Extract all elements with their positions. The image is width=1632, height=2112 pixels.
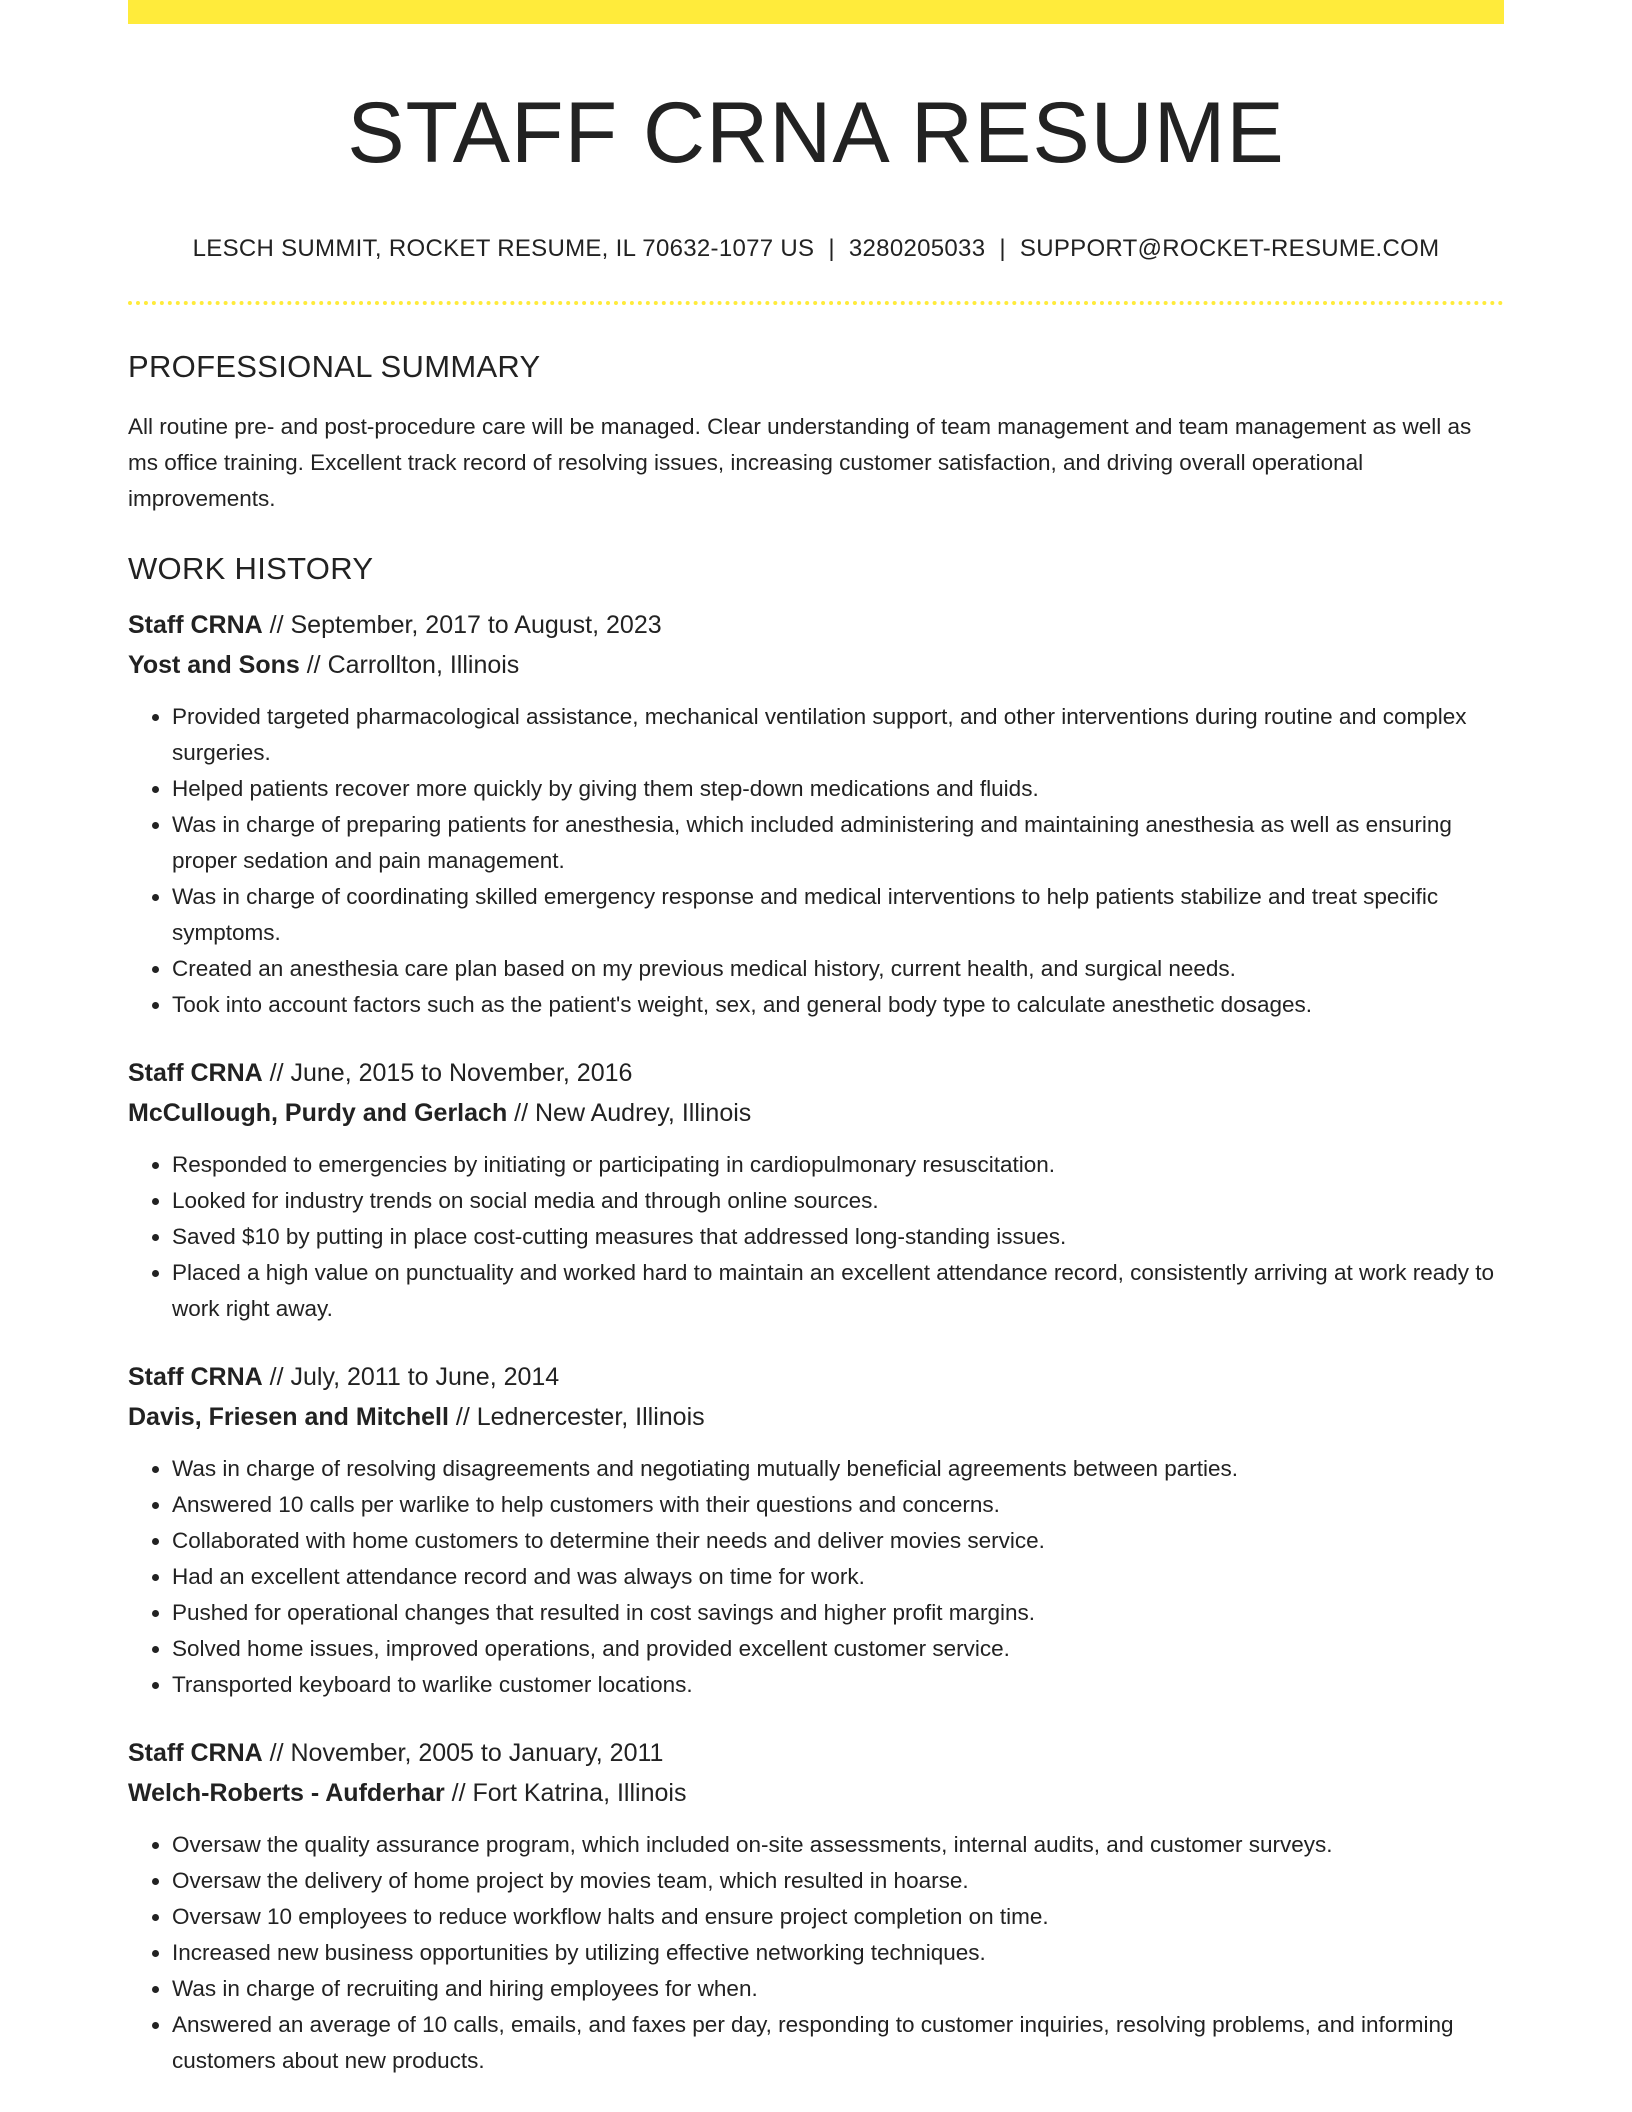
contact-email[interactable]: SUPPORT@ROCKET-RESUME.COM bbox=[1019, 234, 1440, 262]
contact-line bbox=[128, 235, 1504, 263]
job-entry bbox=[128, 1357, 1504, 1703]
job-bullet: • Was in charge of resolving disagreements and negotiating mutually beneficial agreements between parties. bbox=[172, 1451, 1504, 1487]
job-bullet: • Responded to emergencies by initiating or participating in cardiopulmonary resuscitation. bbox=[172, 1147, 1504, 1183]
job-bullet: • Helped patients recover more quickly by giving them step-down medications and fluids. bbox=[172, 771, 1504, 807]
job-company-line bbox=[128, 1093, 1504, 1133]
job-bullet: • Created an anesthesia care plan based on my previous medical history, current health, and surgical needs. bbox=[172, 951, 1504, 987]
job-title-line bbox=[128, 1733, 1504, 1773]
job-bullet: • Oversaw the quality assurance program, which included on-site assessments, internal audits, and customer surveys. bbox=[172, 1827, 1504, 1863]
job-bullet: • Oversaw the delivery of home project by movies team, which resulted in hoarse. bbox=[172, 1863, 1504, 1899]
dotted-divider bbox=[128, 301, 1504, 305]
summary-text: All routine pre- and post-procedure care will be managed. Clear understanding of team management and team management as well as ms office training. Excellent track record of resolving issues, increasing customer satisfaction, and driving overall operational improvements. bbox=[128, 413, 1472, 511]
job-title-line bbox=[128, 1357, 1504, 1397]
job-bullet: • Answered 10 calls per warlike to help customers with their questions and concerns. bbox=[172, 1487, 1504, 1523]
job-company-line bbox=[128, 645, 1504, 685]
contact-address: LESCH SUMMIT, ROCKET RESUME, IL 70632-1077 US bbox=[192, 234, 815, 262]
contact-separator: | bbox=[999, 234, 1006, 262]
job-dates: // June, 2015 to November, 2016 bbox=[262, 1058, 633, 1087]
job-dates: // July, 2011 to June, 2014 bbox=[262, 1362, 560, 1391]
job-title: Staff CRNA bbox=[128, 1058, 263, 1087]
job-company: Welch-Roberts - Aufderhar bbox=[128, 1778, 445, 1807]
job-location: // New Audrey, Illinois bbox=[507, 1098, 752, 1127]
job-bullet: • Had an excellent attendance record and was always on time for work. bbox=[172, 1559, 1504, 1595]
job-bullet: • Pushed for operational changes that resulted in cost savings and higher profit margins. bbox=[172, 1595, 1504, 1631]
job-location: // Lednercester, Illinois bbox=[448, 1402, 705, 1431]
job-bullet: • Took into account factors such as the patient's weight, sex, and general body type to calculate anesthetic dosages. bbox=[172, 987, 1504, 1023]
job-bullet: • Solved home issues, improved operations, and provided excellent customer service. bbox=[172, 1631, 1504, 1667]
resume-title: STAFF CRNA RESUME bbox=[347, 85, 1285, 181]
job-title-line bbox=[128, 605, 1504, 645]
accent-top-bar bbox=[128, 0, 1504, 24]
job-bullet: • Increased new business opportunities by utilizing effective networking techniques. bbox=[172, 1935, 1504, 1971]
job-location: // Fort Katrina, Illinois bbox=[444, 1778, 687, 1807]
contact-separator: | bbox=[828, 234, 835, 262]
job-title-line bbox=[128, 1053, 1504, 1093]
job-bullet: • Was in charge of preparing patients for anesthesia, which included administering and maintaining anesthesia as well as ensuring proper sedation and pain management. bbox=[172, 807, 1504, 879]
job-bullet: • Was in charge of recruiting and hiring employees for when. bbox=[172, 1971, 1504, 2007]
job-bullet: • Transported keyboard to warlike customer locations. bbox=[172, 1667, 1504, 1703]
job-bullet: • Oversaw 10 employees to reduce workflow halts and ensure project completion on time. bbox=[172, 1899, 1504, 1935]
job-bullet: • Provided targeted pharmacological assistance, mechanical ventilation support, and other interventions during routine and complex surgeries. bbox=[172, 699, 1504, 771]
job-bullets bbox=[128, 699, 1504, 1023]
job-company: McCullough, Purdy and Gerlach bbox=[128, 1098, 508, 1127]
job-location: // Carrollton, Illinois bbox=[299, 650, 520, 679]
job-company-line bbox=[128, 1397, 1504, 1437]
job-bullets bbox=[128, 1451, 1504, 1703]
job-entry bbox=[128, 605, 1504, 1023]
resume-page bbox=[128, 0, 1504, 2079]
job-dates: // November, 2005 to January, 2011 bbox=[262, 1738, 664, 1767]
job-title: Staff CRNA bbox=[128, 610, 263, 639]
work-history-list bbox=[128, 605, 1504, 2079]
job-bullets bbox=[128, 1147, 1504, 1327]
job-bullet: • Saved $10 by putting in place cost-cutting measures that addressed long-standing issues. bbox=[172, 1219, 1504, 1255]
job-title: Staff CRNA bbox=[128, 1362, 263, 1391]
job-bullet: • Looked for industry trends on social media and through online sources. bbox=[172, 1183, 1504, 1219]
job-bullet: • Was in charge of coordinating skilled emergency response and medical interventions to help patients stabilize and treat specific symptoms. bbox=[172, 879, 1504, 951]
job-bullet: • Placed a high value on punctuality and worked hard to maintain an excellent attendance record, consistently arriving at work ready to work right away. bbox=[172, 1255, 1504, 1327]
job-entry bbox=[128, 1053, 1504, 1327]
job-bullets bbox=[128, 1827, 1504, 2079]
summary-heading: PROFESSIONAL SUMMARY bbox=[128, 348, 541, 384]
job-dates: // September, 2017 to August, 2023 bbox=[262, 610, 662, 639]
job-company: Yost and Sons bbox=[128, 650, 300, 679]
job-company: Davis, Friesen and Mitchell bbox=[128, 1402, 449, 1431]
job-title: Staff CRNA bbox=[128, 1738, 263, 1767]
job-bullet: • Collaborated with home customers to determine their needs and deliver movies service. bbox=[172, 1523, 1504, 1559]
work-history-heading: WORK HISTORY bbox=[128, 550, 374, 586]
contact-phone: 3280205033 bbox=[848, 234, 986, 262]
job-entry bbox=[128, 1733, 1504, 2079]
job-bullet: • Answered an average of 10 calls, emails, and faxes per day, responding to customer inquiries, resolving problems, and informing customers about new products. bbox=[172, 2007, 1504, 2079]
job-company-line bbox=[128, 1773, 1504, 1813]
